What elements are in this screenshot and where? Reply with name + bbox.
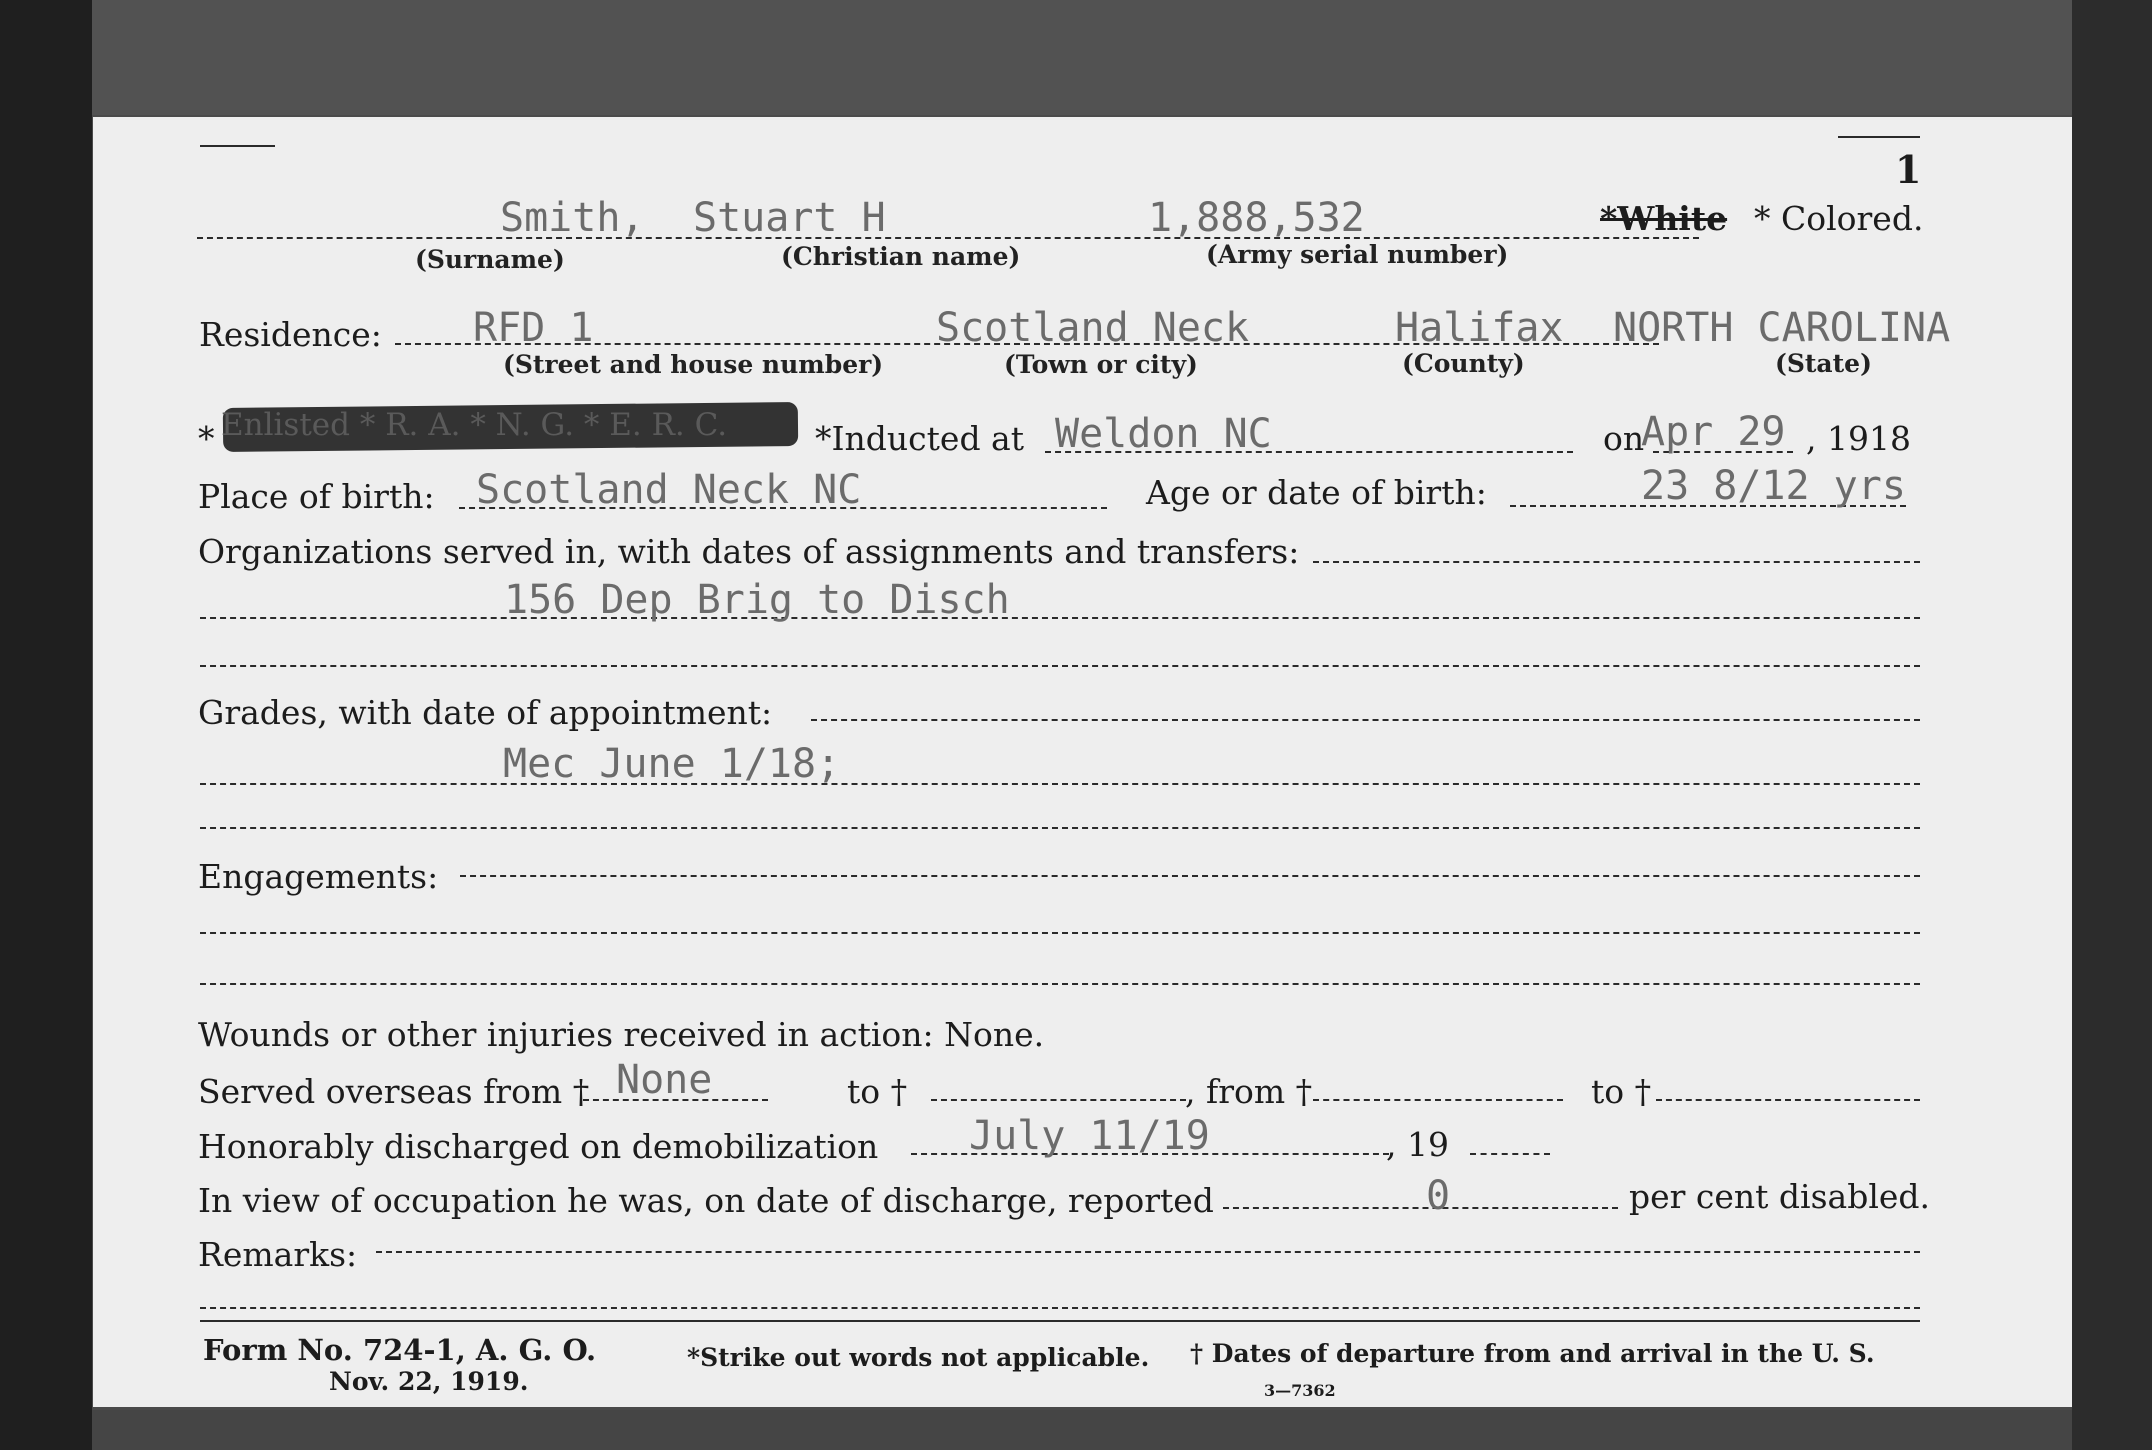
overseas-to2-label: to † (1591, 1072, 1652, 1111)
engagements-line-1 (460, 875, 1920, 877)
serial-number-caption: (Army serial number) (1206, 240, 1509, 269)
name-line (197, 237, 1699, 239)
disability-label: In view of occupation he was, on date of discharge, reported (198, 1181, 1214, 1220)
organizations-line-1 (1313, 561, 1920, 563)
surname-caption: (Surname) (415, 245, 565, 274)
overseas-to-line (931, 1099, 1186, 1101)
white-option: *White (1600, 199, 1728, 238)
inducted-at-value: Weldon NC (1055, 411, 1272, 457)
form-date: Nov. 22, 1919. (329, 1367, 529, 1396)
christian-name-caption: (Christian name) (781, 242, 1021, 271)
form-number: Form No. 724-1, A. G. O. (203, 1333, 597, 1367)
grades-label: Grades, with date of appointment: (198, 693, 773, 732)
county-caption: (County) (1402, 349, 1525, 378)
induction-year: , 1918 (1806, 419, 1911, 458)
age-label: Age or date of birth: (1146, 473, 1487, 512)
overseas-from2-label: , from † (1185, 1072, 1313, 1111)
serial-number-value: 1,888,532 (1148, 195, 1365, 241)
state-caption: (State) (1775, 349, 1872, 378)
on-label: on (1603, 419, 1645, 458)
organizations-label: Organizations served in, with dates of assignments and transfers: (198, 532, 1300, 571)
redacted-enlistment-options: Enlisted * R. A. * N. G. * E. R. C. (221, 407, 728, 443)
colored-option: * Colored. (1754, 199, 1924, 238)
service-record-card (93, 117, 2072, 1407)
organizations-entry: 156 Dep Brig to Disch (504, 577, 1010, 623)
residence-town: Scotland Neck (936, 305, 1250, 351)
card-number: 1 (1895, 147, 1922, 192)
grades-line-2 (200, 783, 1920, 785)
residence-street: RFD 1 (473, 305, 594, 351)
street-caption: (Street and house number) (503, 350, 884, 379)
surname-value: Smith, (500, 195, 645, 241)
discharge-year-line (1470, 1153, 1550, 1155)
overseas-from2-line (1313, 1099, 1563, 1101)
residence-county: Halifax (1395, 305, 1564, 351)
remarks-label: Remarks: (198, 1235, 358, 1274)
age-value: 23 8/12 yrs (1641, 463, 1906, 509)
inducted-at-label: *Inducted at (815, 419, 1024, 458)
residence-label: Residence: (199, 315, 382, 354)
grades-line-3 (200, 827, 1920, 829)
organizations-line-3 (200, 665, 1920, 667)
remarks-line-2 (200, 1307, 1920, 1309)
scan-border-right (2072, 0, 2152, 1450)
engagements-line-2 (200, 932, 1920, 934)
overseas-to-label: to † (847, 1072, 908, 1111)
top-left-rule (200, 145, 275, 147)
remarks-line-1 (376, 1251, 1920, 1253)
discharge-label: Honorably discharged on demobilization (198, 1127, 879, 1166)
wounds-label: Wounds or other injuries received in action: None. (198, 1015, 1045, 1054)
overseas-from-value: None (616, 1057, 713, 1103)
overseas-label: Served overseas from † (198, 1072, 590, 1111)
town-caption: (Town or city) (1004, 350, 1198, 379)
top-right-rule (1838, 136, 1920, 138)
engagements-label: Engagements: (198, 857, 439, 896)
grades-entry: Mec June 1/18; (503, 741, 841, 787)
print-code: 3—7362 (1264, 1381, 1336, 1400)
footer-rule (200, 1320, 1920, 1322)
place-of-birth-label: Place of birth: (198, 477, 435, 516)
dates-note: † Dates of departure from and arrival in the U. S. (1190, 1339, 1875, 1368)
disability-suffix: per cent disabled. (1629, 1177, 1931, 1216)
discharge-date-value: July 11/19 (969, 1113, 1210, 1159)
induction-star: * (198, 419, 215, 458)
scan-border-bottom (92, 1410, 2072, 1450)
organizations-line-2 (200, 617, 1920, 619)
disability-value: 0 (1426, 1173, 1451, 1219)
scan-border-left (0, 0, 92, 1450)
place-of-birth-value: Scotland Neck NC (476, 467, 862, 513)
engagements-line-3 (200, 983, 1920, 985)
overseas-to2-line (1656, 1099, 1920, 1101)
christian-name-value: Stuart H (693, 195, 886, 241)
disability-line (1223, 1207, 1618, 1209)
strike-out-note: *Strike out words not applicable. (687, 1343, 1150, 1372)
induction-date-value: Apr 29 (1641, 409, 1786, 455)
grades-line-1 (811, 719, 1920, 721)
discharge-year: , 19 (1386, 1125, 1449, 1164)
residence-state: NORTH CAROLINA (1613, 305, 1951, 351)
scan-border-top (92, 0, 2072, 115)
